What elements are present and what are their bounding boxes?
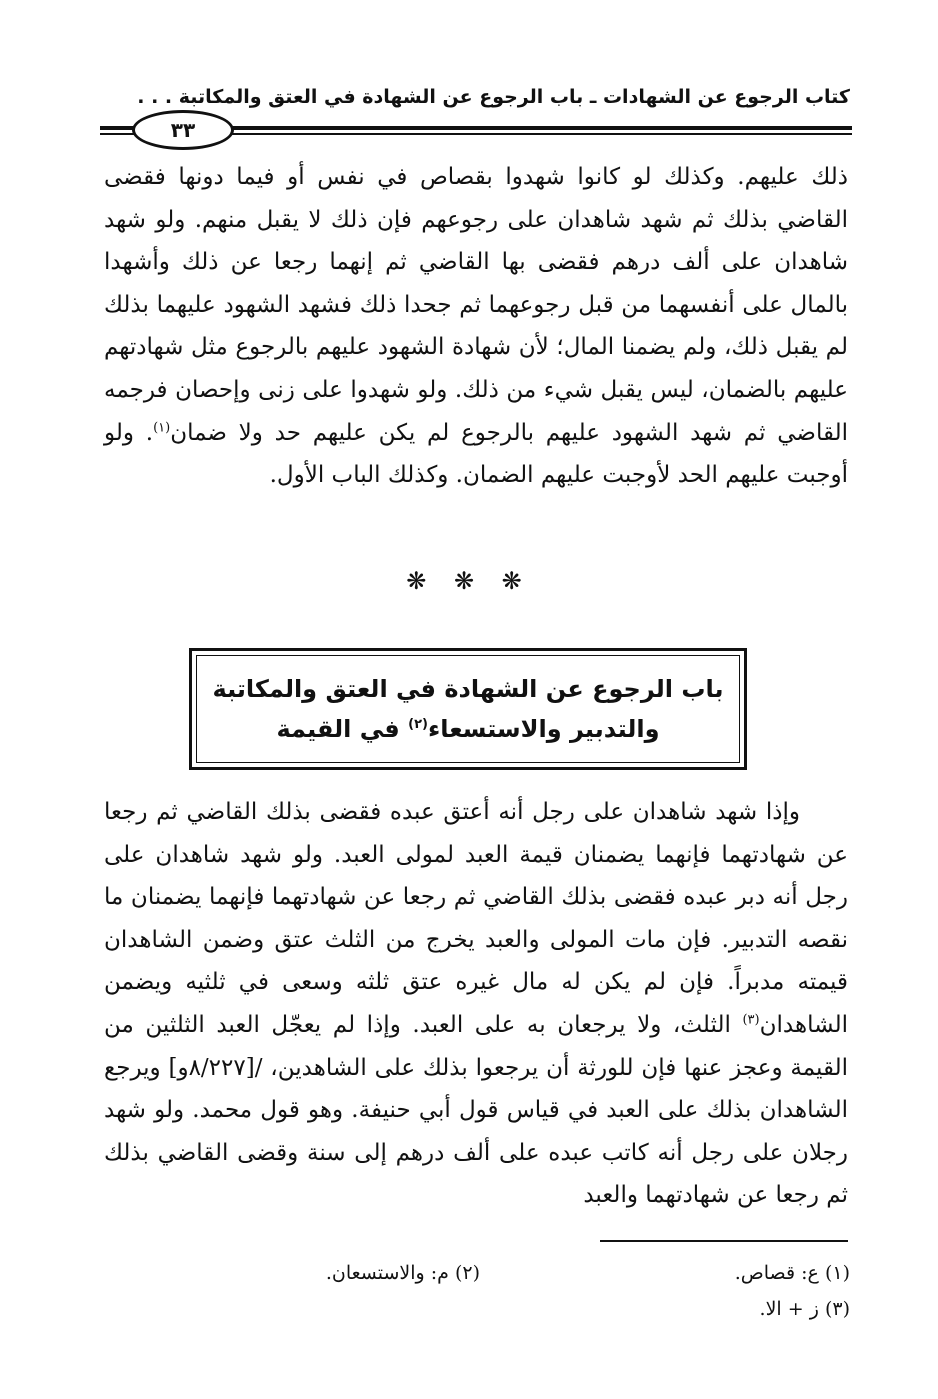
chapter-title-line-1: باب الرجوع عن الشهادة في العتق والمكاتبة <box>212 675 724 703</box>
chapter-title-line-2-start: والتدبير والاستسعاء <box>427 715 660 743</box>
chapter-title-inner <box>196 655 740 763</box>
footnote-ref-1: (١) <box>153 419 171 435</box>
footnote-text: م: والاستسعان. <box>325 1262 449 1284</box>
paragraph-text: ذلك عليهم. وكذلك لو كانوا شهدوا بقصاص في نفس أو فيما دونها فقضى القاضي بذلك ثم شهد شاهدان على رجوعهم فإن ذلك لا يقبل منهم. ولو شهد شاهدان على ألف درهم فقضى بها القاضي ثم إنهما رجعا عن ذلك وأشهدا بالمال على أنفسهما من قبل رجوعهما ثم جحدا ذلك فشهد الشهود عليهما بذلك لم يقبل ذلك، ولم يضمنا المال؛ لأن شهادة الشهود عليهم بالرجوع مثل شهادتهم عليهم بالضمان، ليس يقبل شيء من ذلك. ولو شهدوا على زنى وإحصان فرجمه القاضي ثم شهد الشهود عليهم بالرجوع لم يكن عليهم حد ولا ضمان <box>104 164 848 446</box>
paragraph-text-end: . ولو أوجبت عليهم الحد لأوجبت عليهم الضمان. وكذلك الباب الأول. <box>104 419 848 489</box>
footnote-marker: (٣) <box>824 1298 850 1320</box>
footnote-text: ع: قصاص. <box>734 1262 819 1284</box>
footnote-marker: (٢) <box>454 1262 480 1284</box>
running-title: كتاب الرجوع عن الشهادات ـ باب الرجوع عن الشهادة في العتق والمكاتبة . . . <box>137 86 850 108</box>
section-separator: ❋ ❋ ❋ <box>406 567 532 595</box>
page-number: ٣٣ <box>170 118 196 142</box>
footnote-ref-3: (٣) <box>742 1012 760 1028</box>
footnote-separator <box>600 1240 848 1242</box>
paragraph-continuation <box>104 156 848 497</box>
paragraph-text: وإذا شهد شاهدان على رجل أنه أعتق عبده فقضى بذلك القاضي ثم رجعا عن شهادتهما فإنهما يضمنان قيمة العبد لمولى العبد. ولو شهد شاهدان على رجل أنه دبر عبده فقضى بذلك القاضي ثم رجعا عن شهادتهما فإنهما يضمنان ما نقصه التدبير. فإن مات المولى والعبد يخرج من الثلث عتق وضمن الشاهدان قيمته مدبراً. فإن لم يكن له مال غيره عتق ثلثه وسعى في ثلثيه ويضمن الشاهدان <box>104 799 848 1038</box>
chapter-body-paragraph <box>104 791 848 1217</box>
footnote-ref-2: (٢) <box>408 717 428 732</box>
footnote-marker: (١) <box>824 1262 850 1284</box>
footnote-2 <box>270 1260 480 1286</box>
running-header <box>100 86 850 116</box>
chapter-title-line-2 <box>276 709 659 749</box>
paragraph-text-end: الثلث، ولا يرجعان به على العبد. وإذا لم يعجّل العبد الثلثين من القيمة وعجز عنها فإن للورثة أن يرجعوا بذلك على الشاهدين، /[٨/٢٢٧و] ويرجع الشاهدان بذلك على العبد في قياس قول أبي حنيفة. وهو قول محمد. ولو شهد رجلان على رجل أنه كاتب عبده على ألف درهم إلى سنة وقضى القاضي بذلك ثم رجعا عن شهادتهما والعبد <box>104 1011 848 1209</box>
footnote-1 <box>600 1260 850 1286</box>
chapter-title-frame <box>189 648 747 770</box>
footnote-text: ز + الا. <box>759 1298 819 1320</box>
page-number-badge <box>132 110 234 150</box>
chapter-title-line-2-end: في القيمة <box>276 715 409 743</box>
footnote-3 <box>600 1296 850 1322</box>
